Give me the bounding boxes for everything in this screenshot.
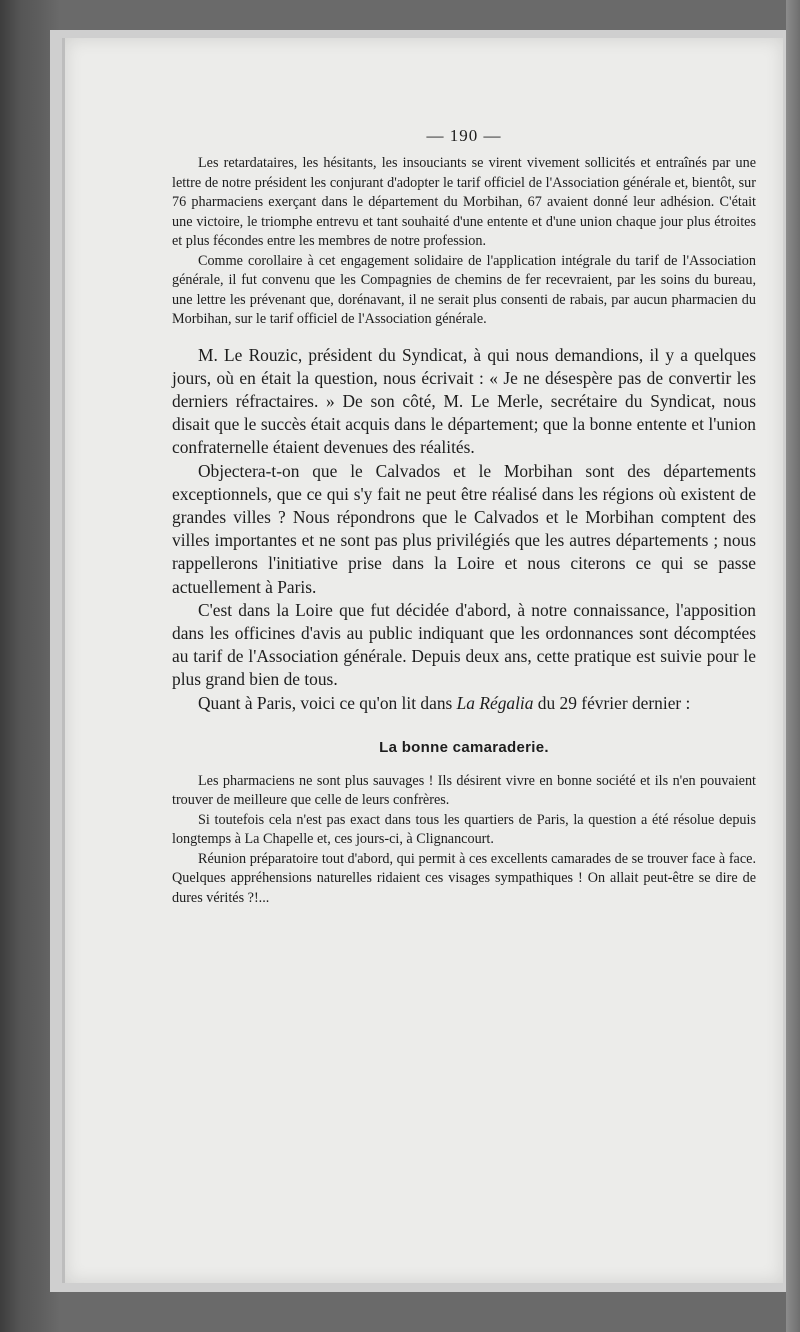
page-number: — 190 —	[426, 126, 502, 145]
article-paragraph: Réunion préparatoire tout d'abord, qui permit à ces excellents camarades de se trouver face à face. Quelques appréhensions naturelles ridaient ces visages sympathiques ! On allait peut-être se dire de dures vérités ?!...	[172, 850, 756, 906]
quote-intro-after: du 29 février dernier :	[533, 692, 691, 713]
section-gap	[172, 330, 756, 344]
paragraph: M. Le Rouzic, président du Syndicat, à qui nous demandions, il y a quelques jours, où en était la question, nous écrivait : « Je ne désespère pas de convertir les derniers réfractaires. » De son côté, M. Le Merle, secrétaire du Syndicat, nous disait que le succès était acquis dans le département; que la bonne entente et l'union confraternelle étaient devenues des réalités.	[172, 344, 756, 458]
quote-intro	[172, 692, 756, 715]
article-title: La bonne camaraderie.	[379, 738, 549, 756]
quote-source: La Régalia	[456, 692, 534, 713]
page-edge	[786, 0, 800, 1332]
paragraph: Les retardataires, les hésitants, les insouciants se virent vivement sollicités et entraînés par une lettre de notre président les conjurant d'adopter le tarif officiel de l'Association générale et, bientôt, sur 76 pharmaciens exerçant dans le département du Morbihan, 67 avaient donné leur adhésion. C'était une victoire, le triomphe entrevu et tant souhaité d'une entente et d'une union chaque jour plus étroites et plus fécondes entre les membres de notre profession.	[172, 155, 756, 249]
paragraph: Objectera-t-on que le Calvados et le Morbihan sont des départements exceptionnels, que ce qui s'y fait ne peut être réalisé dans les régions où existent de grandes villes ? Nous répondrons que le Calvados et le Morbihan comptent des villes importantes et ne sont pas plus privilégiés que les autres départements ; nous rappellerons l'initiative prise dans la Loire et nous citerons ce qui se passe actuellement à Paris.	[172, 460, 756, 597]
paragraph: C'est dans la Loire que fut décidée d'abord, à notre connaissance, l'apposition dans les officines d'avis au public indiquant que les ordonnances sont décomptées au tarif de l'Association générale. Depuis deux ans, cette pratique est suivie pour le plus grand bien de tous.	[172, 599, 756, 690]
paragraph: Comme corollaire à cet engagement solidaire de l'application intégrale du tarif de l'Association générale, il fut convenu que les Compagnies de chemins de fer recevraient, par les soins du bureau, une lettre les prévenant que, dorénavant, il ne serait plus consenti de rabais, par aucun pharmacien du Morbihan, sur le tarif officiel de l'Association générale.	[172, 252, 756, 327]
article-paragraph: Si toutefois cela n'est pas exact dans tous les quartiers de Paris, la question a été résolue depuis longtemps à La Chapelle et, ces jours-ci, à Clignancourt.	[172, 811, 756, 848]
quote-intro-before: Quant à Paris, voici ce qu'on lit dans	[198, 692, 457, 713]
page-content	[172, 118, 756, 908]
article-paragraph: Les pharmaciens ne sont plus sauvages ! Ils désirent vivre en bonne société et ils n'en pouvaient trouver de meilleure que celle de leurs confrères.	[172, 772, 756, 809]
